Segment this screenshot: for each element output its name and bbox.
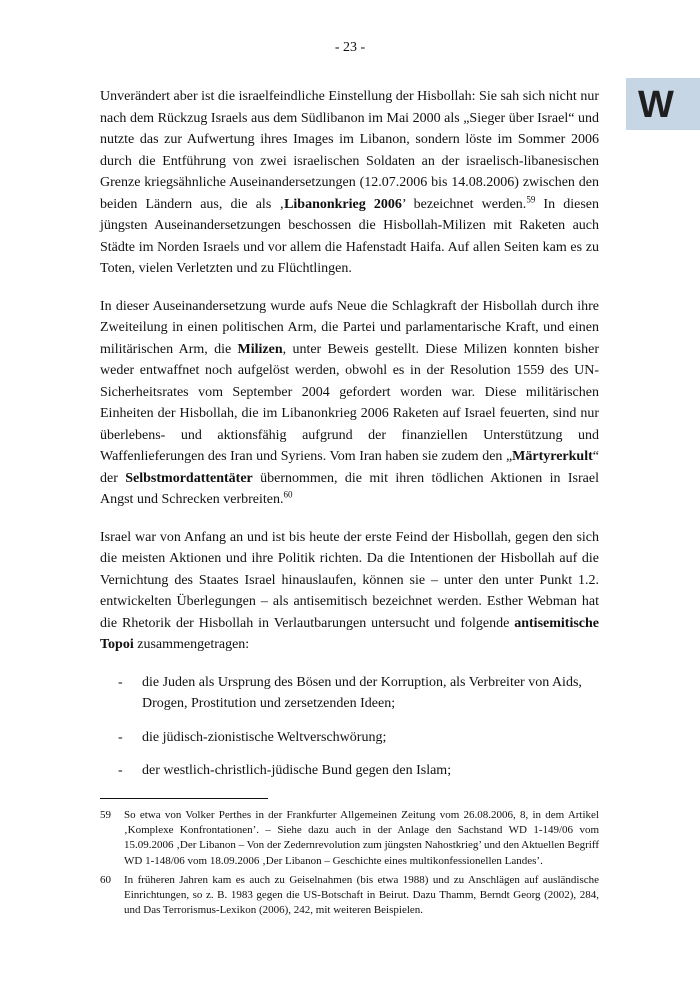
footnote-text: So etwa von Volker Perthes in der Frankfurter Allgemeinen Zeitung vom 26.08.2006, 8, in dem Artikel ‚Komplexe Konfrontationen’. – Siehe dazu auch in der Anlage den Sachstand WD 1-149/06 vom 15.09.2006 ‚Der Libanon – Von der Zedernrevolution zum jüngsten Nahostkrieg’ und den Aktuellen Begriff WD 1-148/06 vom 18.09.2006 ‚Der Libanon – Geschichte eines multikonfessionellen Landes’. xyxy=(124,809,599,867)
selbstmordattentaeter-term: Selbstmordattentäter xyxy=(125,470,253,486)
bullet-dash: - xyxy=(118,729,123,745)
bullet-dash: - xyxy=(118,674,123,690)
paragraph-2-text-a: In dieser Auseinandersetzung wurde aufs Neue die Schlagkraft der Hisbollah durch ihre Zweiteilung in einen politischen Arm, die Partei und parlamentarische Kraft, und einen militärischen Arm, die xyxy=(100,298,599,357)
paragraph-2-text-c: “ der xyxy=(100,449,599,486)
footnote-60 xyxy=(100,873,599,919)
milizen-term: Milizen xyxy=(237,341,283,357)
bullet-item xyxy=(100,760,599,782)
libanonkrieg-term: Libanonkrieg 2006 xyxy=(284,196,402,212)
bullet-text: die Juden als Ursprung des Bösen und der Korruption, als Verbreiter von Aids, Drogen, Prostitution und zersetzenden Ideen; xyxy=(142,674,582,711)
bullet-text: die jüdisch-zionistische Weltverschwörung; xyxy=(142,729,387,745)
footnote-separator xyxy=(100,798,268,799)
paragraph-1-text-c: In diesen jüngsten Auseinandersetzungen beschossen die Hisbollah-Milizen mit Raketen auch Städte im Norden Israels und vor allem die Hafenstadt Haifa. Auf allen Seiten kam es zu Toten, vielen Verletzten und zu Flüchtlingen. xyxy=(100,196,599,276)
bullet-item xyxy=(100,727,599,749)
antisemitische-topoi-term: antisemitische Topoi xyxy=(100,615,599,652)
footnotes xyxy=(100,808,599,922)
bullet-dash: - xyxy=(118,763,123,778)
footnote-number: 60 xyxy=(100,873,111,886)
paragraph-3-text-b: zusammengetragen: xyxy=(133,637,250,652)
paragraph-3 xyxy=(100,527,599,656)
logo-box xyxy=(626,78,700,130)
bullet-item xyxy=(100,672,599,715)
body-text xyxy=(100,86,599,794)
paragraph-2-text-d: übernommen, die mit ihren tödlichen Aktionen in Israel Angst und Schrecken verbreiten. xyxy=(100,470,599,507)
footnote-ref-59[interactable]: 59 xyxy=(526,193,536,204)
footnote-text: In früheren Jahren kam es auch zu Geiselnahmen (bis etwa 1988) und zu Anschlägen auf ausländische Einrichtungen, so z. B. 1983 gegen die US-Botschaft in Beirut. Dazu Thamm, Berndt Georg (2002), 284, und Das Terrorismus-Lexikon (2006), 242, mit weiteren Beispielen. xyxy=(124,873,599,917)
paragraph-3-text-a: Israel war von Anfang an und ist bis heute der erste Feind der Hisbollah, gegen den sich die meisten Aktionen und ihre Politik richten. Da die Intentionen der Hisbollah auf die Vernichtung des Staates Israel hinauslaufen, können sie – unter den unter Punkt 1.2. entwickelten Überlegungen – als antisemitisch bezeichnet werden. Esther Webman hat die Rhetorik der Hisbollah in Verlautbarungen untersucht und folgende xyxy=(100,529,599,631)
paragraph-1-text-a: Unverändert aber ist die israelfeindliche Einstellung der Hisbollah: Sie sah sich nicht nur nach dem Rückzug Israels aus dem Südlibanon im Mai 2000 als „Sieger über Israel“ und nutzte das zur Aufwertung ihres Images im Libanon, sondern löste im Sommer 2006 durch die Entführung von zwei israelischen Soldaten an der israelisch-libanesischen Grenze kriegsähnliche Auseinandersetzungen (12.07.2006 bis 14.08.2006) zwischen den beiden Ländern aus, die als ‚ xyxy=(100,89,599,212)
logo-w-icon: W xyxy=(638,84,670,126)
paragraph-2-text-b: , unter Beweis gestellt. Diese Milizen konnten bisher weder entwaffnet noch aufgelöst werden, obwohl es in der Resolution 1559 des UN-Sicherheitsrates vom September 2004 gefordert worden war. Diese militärischen Einheiten der Hisbollah, die im Libanonkrieg 2006 Raketen auf Israel feuerten, sind nur überlebens- und aktionsfähig aufgrund der finanziellen Unterstützung und Waffenlieferungen des Iran und Syriens. Vom Iran haben sie zudem den „ xyxy=(100,341,599,464)
footnote-ref-60[interactable]: 60 xyxy=(283,489,293,500)
footnote-number: 59 xyxy=(100,809,111,821)
page-number: - 23 - xyxy=(334,40,366,55)
footnote-59 xyxy=(100,808,599,869)
bullet-text: der westlich-christlich-jüdische Bund gegen den Islam; xyxy=(142,763,452,778)
paragraph-2 xyxy=(100,296,599,511)
paragraph-1-text-b: ’ bezeichnet werden. xyxy=(401,196,527,212)
paragraph-1 xyxy=(100,86,599,280)
maertyrerkult-term: Märtyrerkult xyxy=(512,449,593,464)
